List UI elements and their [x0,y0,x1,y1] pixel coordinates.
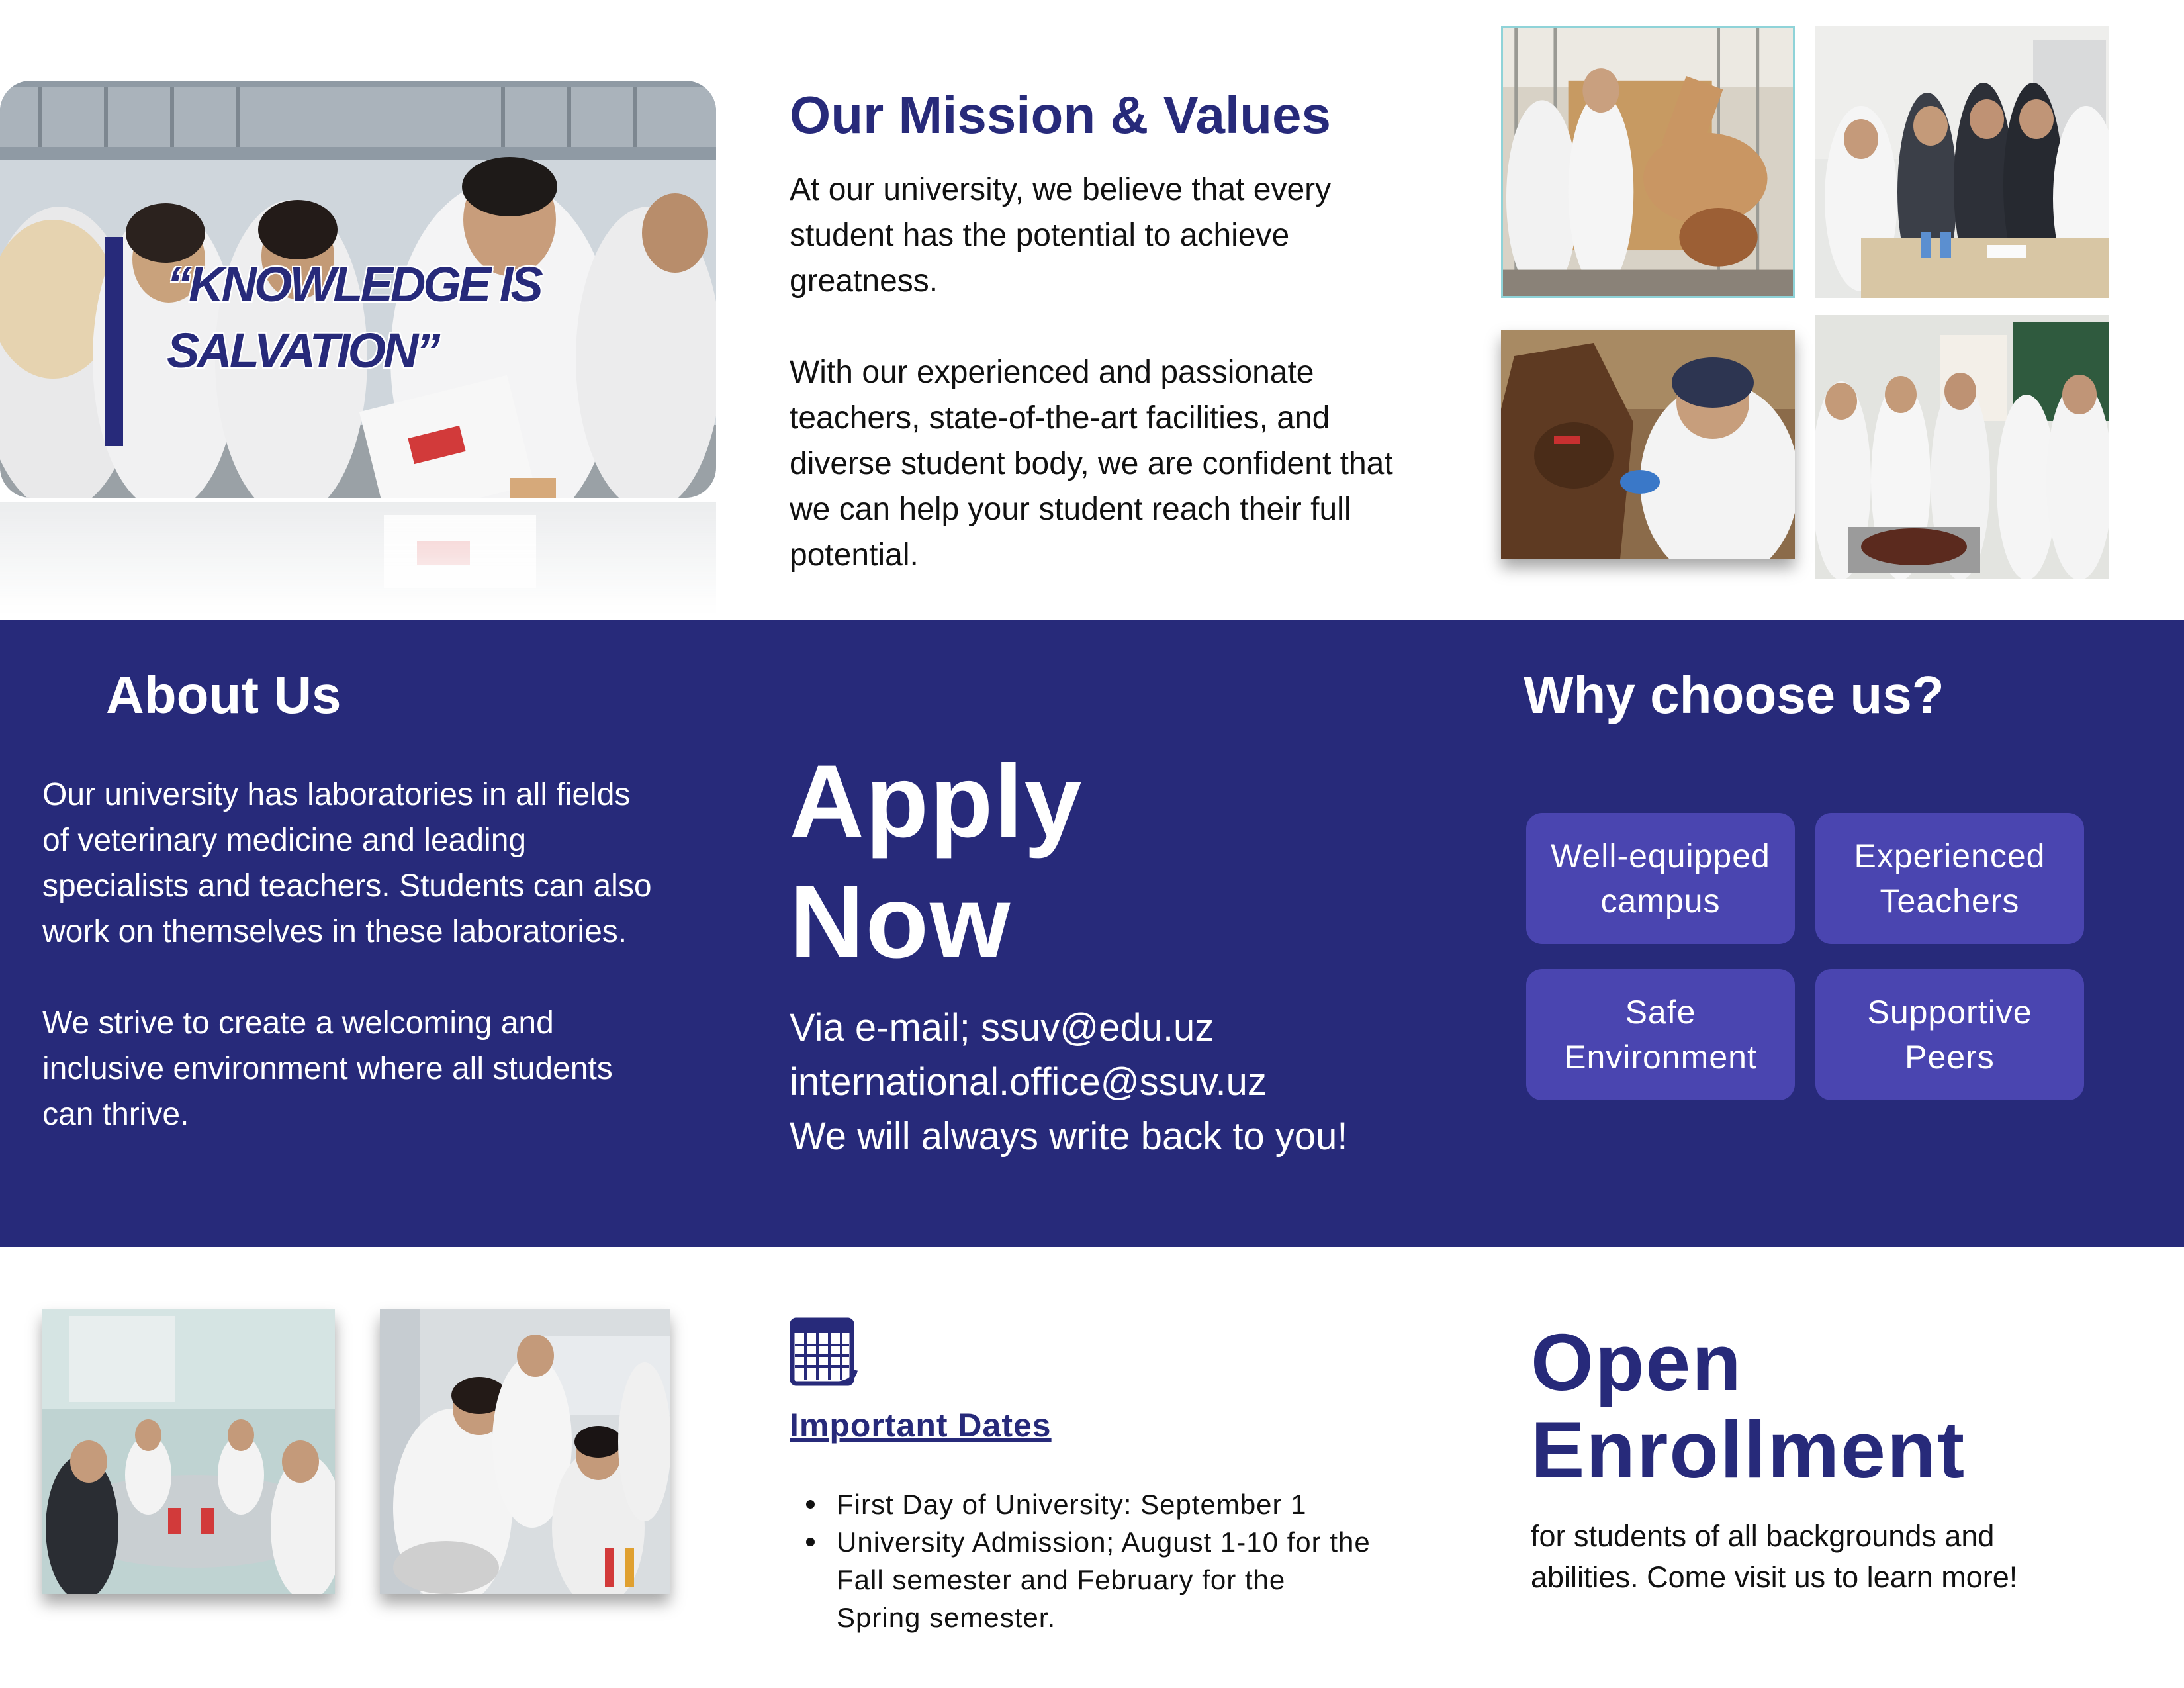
feature-safe-environment [1526,969,1795,1100]
important-dates-title[interactable]: Important Dates [790,1407,1052,1444]
calendar-icon [790,1316,860,1389]
important-dates-list [801,1485,1377,1636]
hero-quote-line1: “KNOWLEDGE IS [167,257,541,312]
apply-title-line2: Now [790,865,1012,980]
quote-accent-bar [105,237,123,446]
feature-experienced-teachers [1815,813,2084,944]
apply-email-line[interactable]: Via e-mail; ssuv@edu.uz [790,1006,1214,1049]
mission-title: Our Mission & Values [790,85,1332,144]
lab-visit-photo [1815,26,2109,298]
about-text [42,772,664,1137]
apply-title-line1: Apply [790,744,1083,859]
student-lab-photo [380,1309,670,1594]
hero-quote [167,252,590,384]
apply-reply-note: We will always write back to you! [790,1115,1348,1158]
open-enrollment-title [1531,1319,1966,1493]
list-item: First Day of University: September 1 [801,1485,1377,1523]
feature-label: Safe [1625,994,1696,1031]
meeting-room-photo [42,1309,335,1594]
about-paragraph-2: We strive to create a welcoming and inclusive environment where all students can thrive. [42,1006,613,1132]
feature-label: Well-equipped [1551,837,1770,874]
feature-label: Experienced [1854,837,2046,874]
apply-contact [790,1001,1385,1164]
apply-title [790,741,1083,982]
apply-office-email[interactable]: international.office@ssuv.uz [790,1060,1267,1103]
open-enrollment-line2: Enrollment [1531,1405,1966,1495]
open-enrollment-text: for students of all backgrounds and abilities. Come visit us to learn more! [1531,1519,2018,1594]
feature-supportive-peers [1815,969,2084,1100]
mission-text [790,167,1418,578]
feature-label: Supportive [1867,994,2032,1031]
open-enrollment-line1: Open [1531,1317,1743,1407]
about-title: About Us [106,665,341,724]
mission-paragraph-2: With our experienced and passionate teachers, state-of-the-art facilities, and diverse student body, we are confident that we can help your student reach their full potential. [790,355,1393,573]
feature-well-equipped [1526,813,1795,944]
horse-stable-photo [1501,26,1795,298]
why-title: Why choose us? [1524,665,1944,724]
about-paragraph-1: Our university has laboratories in all fields of veterinary medicine and leading specialists and teachers. Students can also work on themselves in these laboratories. [42,777,652,949]
horse-examination-photo [1501,330,1795,559]
feature-label: campus [1600,882,1721,919]
feature-label: Environment [1564,1039,1757,1076]
list-item: University Admission; August 1-10 for the Fall semester and February for the Spring semester. [801,1523,1377,1636]
hero-photo-reflection [0,502,716,614]
mission-paragraph-1: At our university, we believe that every student has the potential to achieve greatness. [790,172,1332,299]
feature-label: Peers [1905,1039,1995,1076]
anatomy-lab-photo [1815,315,2109,579]
hero-quote-line2: SALVATION” [167,323,438,378]
feature-label: Teachers [1880,882,2020,919]
